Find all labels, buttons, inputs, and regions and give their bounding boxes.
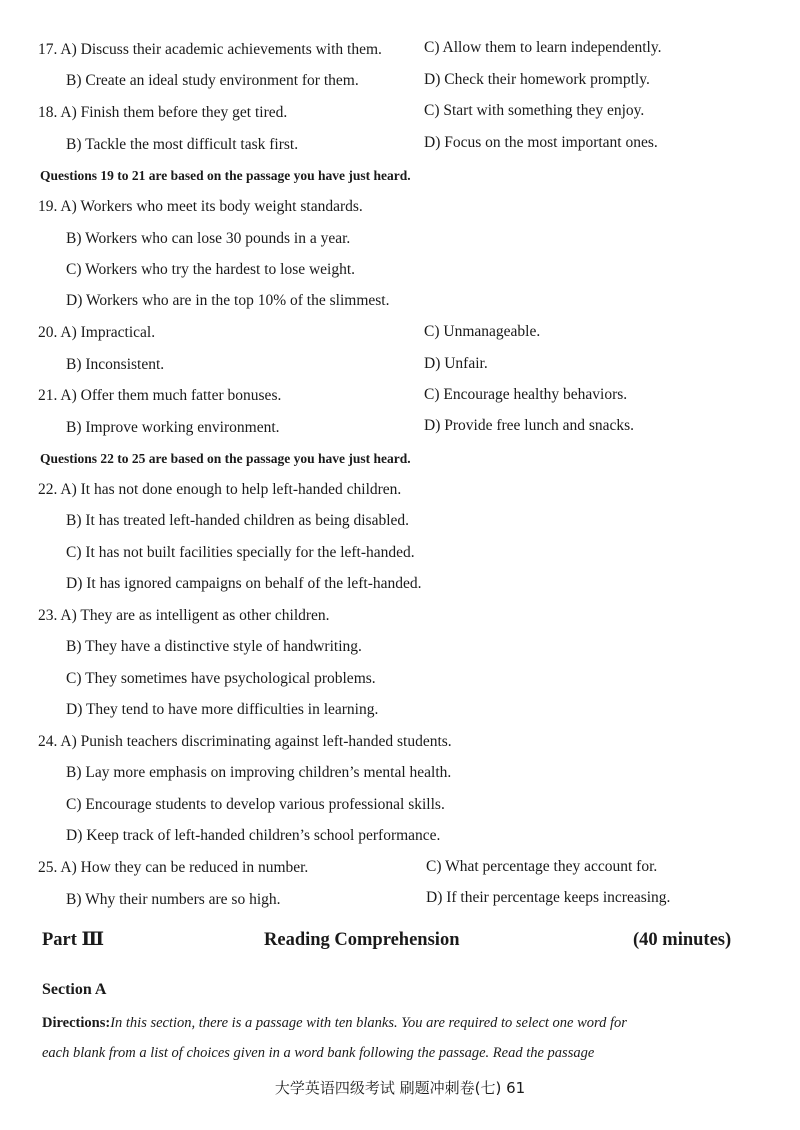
q23-option-d: D) They tend to have more difficulties in learning. [66,701,379,718]
q17-option-a: 17. A) Discuss their academic achievements with them. [38,41,382,58]
q23-option-a: 23. A) They are as intelligent as other children. [38,607,330,624]
q21-option-b: B) Improve working environment. [66,419,280,436]
q20-option-b: B) Inconsistent. [66,356,165,373]
q17-option-d: D) Check their homework promptly. [424,71,650,88]
q21-option-c: C) Encourage healthy behaviors. [424,386,628,403]
q22-option-a: 22. A) It has not done enough to help left-handed children. [38,481,402,498]
part-time: (40 minutes) [633,930,732,950]
q23-option-b: B) They have a distinctive style of handwriting. [66,638,362,655]
q17-option-c: C) Allow them to learn independently. [424,39,662,56]
q22-option-d: D) It has ignored campaigns on behalf of the left-handed. [66,575,422,592]
questions-heading-22-25: Questions 22 to 25 are based on the passage you have just heard. [40,451,411,466]
q20-option-a: 20. A) Impractical. [38,324,156,341]
directions-text-1: In this section, there is a passage with ten blanks. You are required to select one word for [110,1015,627,1031]
directions-label: Directions: [42,1015,111,1031]
q19-option-d: D) Workers who are in the top 10% of the slimmest. [66,292,390,309]
q17-option-b: B) Create an ideal study environment for them. [66,72,359,89]
q21-option-a: 21. A) Offer them much fatter bonuses. [38,387,282,404]
q19-option-b: B) Workers who can lose 30 pounds in a year. [66,230,351,247]
part-label: Part Ⅲ [42,930,105,950]
q25-option-a: 25. A) How they can be reduced in number. [38,859,309,876]
questions-heading-19-21: Questions 19 to 21 are based on the passage you have just heard. [40,168,411,183]
q21-option-d: D) Provide free lunch and snacks. [424,417,635,434]
part-title: Reading Comprehension [264,930,460,950]
q23-option-c: C) They sometimes have psychological problems. [66,670,376,687]
q20-option-c: C) Unmanageable. [424,323,541,340]
q18-option-d: D) Focus on the most important ones. [424,134,658,151]
q18-option-b: B) Tackle the most difficult task first. [66,136,299,153]
q25-option-d: D) If their percentage keeps increasing. [426,889,671,906]
page-footer: 大学英语四级考试 刷题冲刺卷(七) 61 [274,1079,526,1097]
q24-option-c: C) Encourage students to develop various professional skills. [66,796,445,813]
directions-text-2: each blank from a list of choices given in a word bank following the passage. Read the passage [42,1045,595,1061]
q25-option-b: B) Why their numbers are so high. [66,891,281,908]
q24-option-b: B) Lay more emphasis on improving children’s mental health. [66,764,452,781]
q22-option-c: C) It has not built facilities specially for the left-handed. [66,544,415,561]
directions-line-2 [42,1043,754,1063]
q25-option-c: C) What percentage they account for. [426,858,658,875]
q24-option-d: D) Keep track of left-handed children’s school performance. [66,827,441,844]
q24-option-a: 24. A) Punish teachers discriminating against left-handed students. [38,733,452,750]
q19-option-a: 19. A) Workers who meet its body weight standards. [38,198,363,215]
q20-option-d: D) Unfair. [424,355,488,372]
q19-option-c: C) Workers who try the hardest to lose weight. [66,261,356,278]
q18-option-c: C) Start with something they enjoy. [424,102,645,119]
q22-option-b: B) It has treated left-handed children as being disabled. [66,512,410,529]
q18-option-a: 18. A) Finish them before they get tired. [38,104,288,121]
section-title: Section A [42,981,107,998]
directions-line-1 [42,1013,754,1033]
